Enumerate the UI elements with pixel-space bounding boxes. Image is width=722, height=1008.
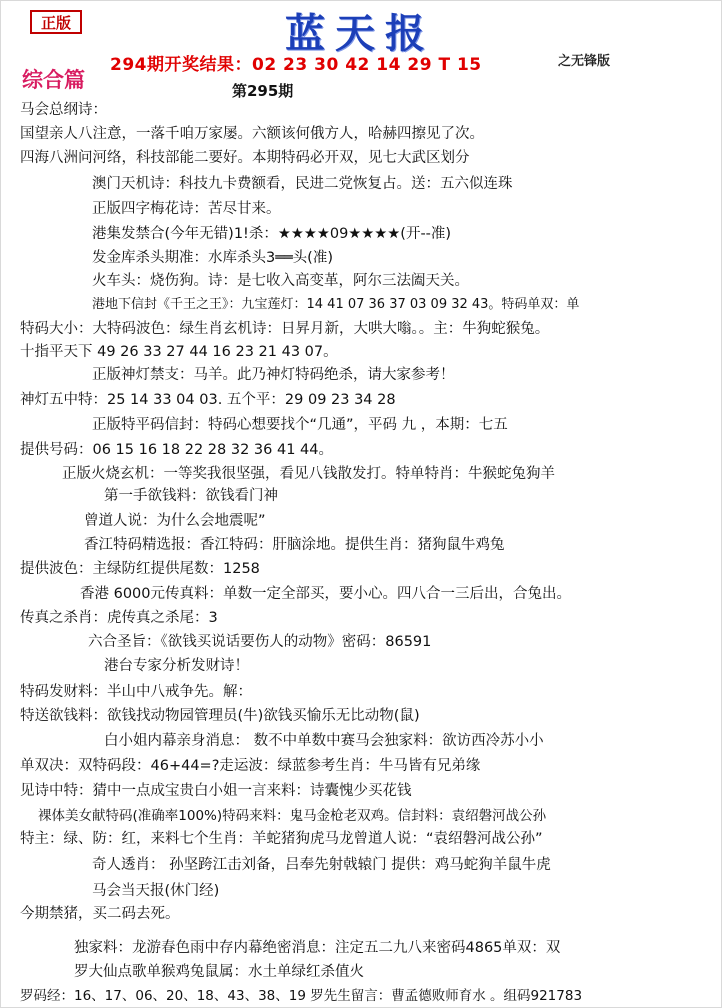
text-line-19: 香江特码精选报：香江特码：肝脑涂地。提供生肖：猪狗鼠牛鸡兔 — [84, 537, 505, 553]
text-line-29: 见诗中特：猜中一点成宝贵白小姐一言来料：诗囊愧少买花钱 — [20, 783, 412, 799]
text-line-17: 第一手欲钱料：欲钱看门神 — [104, 488, 278, 504]
text-line-28: 单双决：双特码段：46+44=?走运波：绿蓝参考生肖：牛马皆有兄弟缘 — [20, 758, 481, 774]
text-line-2: 国望亲人八注意，一落千咱万家屡。六额该何俄方人，哈赫四擦见了次。 — [20, 126, 484, 142]
newspaper-title: 蓝天报 — [285, 10, 435, 57]
text-line-30: 裸体美女献特码(准确率100%)特码来料：鬼马金枪老双鸡。信封料：袁绍磐河战公孙 — [38, 808, 547, 824]
text-line-37: 罗码经：16、17、06、20、18、43、38、19 罗先生留言：曹孟德败师育水 。组码921783 — [20, 988, 583, 1004]
text-line-23: 六合圣旨：《欲钱买说话要伤人的动物》密码：86591 — [88, 634, 432, 650]
text-line-31: 特主：绿、防：红，来料七个生肖：羊蛇猪狗虎马龙曾道人说：“袁绍磐河战公孙” — [20, 831, 543, 847]
text-line-22: 传真之杀肖：虎传真之杀尾：3 — [20, 610, 218, 626]
text-line-8: 火车头：烧伤狗。诗：是七收入高变革，阿尔三法阖天关。 — [92, 273, 469, 289]
text-line-10: 特码大小：大特码波色：绿生肖玄机诗：日昇月新，大哄大嗡。。主：牛狗蛇猴兔。 — [20, 321, 550, 337]
text-line-13: 神灯五中特：25 14 33 04 03. 五个平：29 09 23 34 28 — [20, 392, 396, 408]
text-line-32: 奇人透肖： 孙坚跨江击刘备，吕奉先射戟辕门 提供：鸡马蛇狗羊鼠牛虎 — [92, 857, 551, 873]
text-line-35: 独家料：龙游春色雨中存内幕绝密消息：注定五二九八来密码4865单双：双 — [74, 940, 561, 956]
text-line-6: 港集发禁合(今年无错)1!杀：★★★★09★★★★(开--准) — [92, 226, 452, 242]
issue-number: 第295期 — [232, 82, 294, 100]
text-line-3: 四海八洲问河络，科技部能二要好。本期特码必开双，见七大武区划分 — [20, 150, 470, 166]
text-line-9: 港地下信封《千王之王》：九宝莲灯：14 41 07 36 37 03 09 32 43。特码单双：单 — [92, 297, 580, 312]
text-line-15: 提供号码：06 15 16 18 22 28 32 36 41 44。 — [20, 442, 333, 458]
text-line-33: 马会当天报(休门经) — [92, 883, 220, 899]
text-line-5: 正版四字梅花诗：苦尽甘来。 — [92, 201, 281, 217]
text-line-14: 正版特平码信封：特码心想要找个“几通”，平码 九 ，本期：七五 — [92, 417, 508, 433]
text-line-7: 发金库杀头期准：水库杀头3══头(准) — [92, 250, 333, 266]
text-line-11: 十指平天下 49 26 33 27 44 16 23 21 43 07。 — [20, 344, 338, 360]
text-line-18: 曾道人说：为什么会地震呢” — [84, 513, 266, 529]
text-line-25: 特码发财料：半山中八戒争先。解： — [20, 684, 252, 700]
text-line-34: 今期禁猪，买二码去死。 — [20, 906, 180, 922]
text-line-27: 白小姐内幕亲身消息： 数不中单数中赛马会独家料：欲访西冷苏小小 — [104, 733, 544, 749]
text-line-21: 香港 6000元传真料：单数一定全部买，要小心。四八合一三后出，合兔出。 — [80, 586, 572, 602]
text-line-20: 提供波色：主绿防红提供尾数：1258 — [20, 561, 260, 577]
text-line-4: 澳门天机诗：科技九卡费额看，民进二党恢复占。送：五六似连珠 — [92, 176, 513, 192]
section-label: 综合篇 — [22, 67, 85, 92]
text-line-24: 港台专家分析发财诗！ — [104, 658, 249, 674]
text-line-16: 正版火烧玄机：一等奖我很坚强，看见八钱散发打。特单特肖：牛猴蛇兔狗羊 — [62, 466, 555, 482]
text-line-36: 罗大仙点歌单猴鸡兔鼠属：水土单绿红杀值火 — [74, 964, 364, 980]
text-line-1: 马会总纲诗： — [20, 102, 107, 118]
draw-results: 294期开奖结果：02 23 30 42 14 29 T 15 — [110, 55, 482, 75]
text-line-12: 正版神灯禁支：马羊。此乃神灯特码绝杀，请大家参考！ — [92, 367, 455, 383]
edition-label: 之无锋版 — [558, 54, 611, 69]
genuine-badge: 正版 — [30, 10, 82, 34]
text-line-26: 特送欲钱料：欲钱找动物园管理员(牛)欲钱买愉乐无比动物(鼠) — [20, 708, 420, 724]
